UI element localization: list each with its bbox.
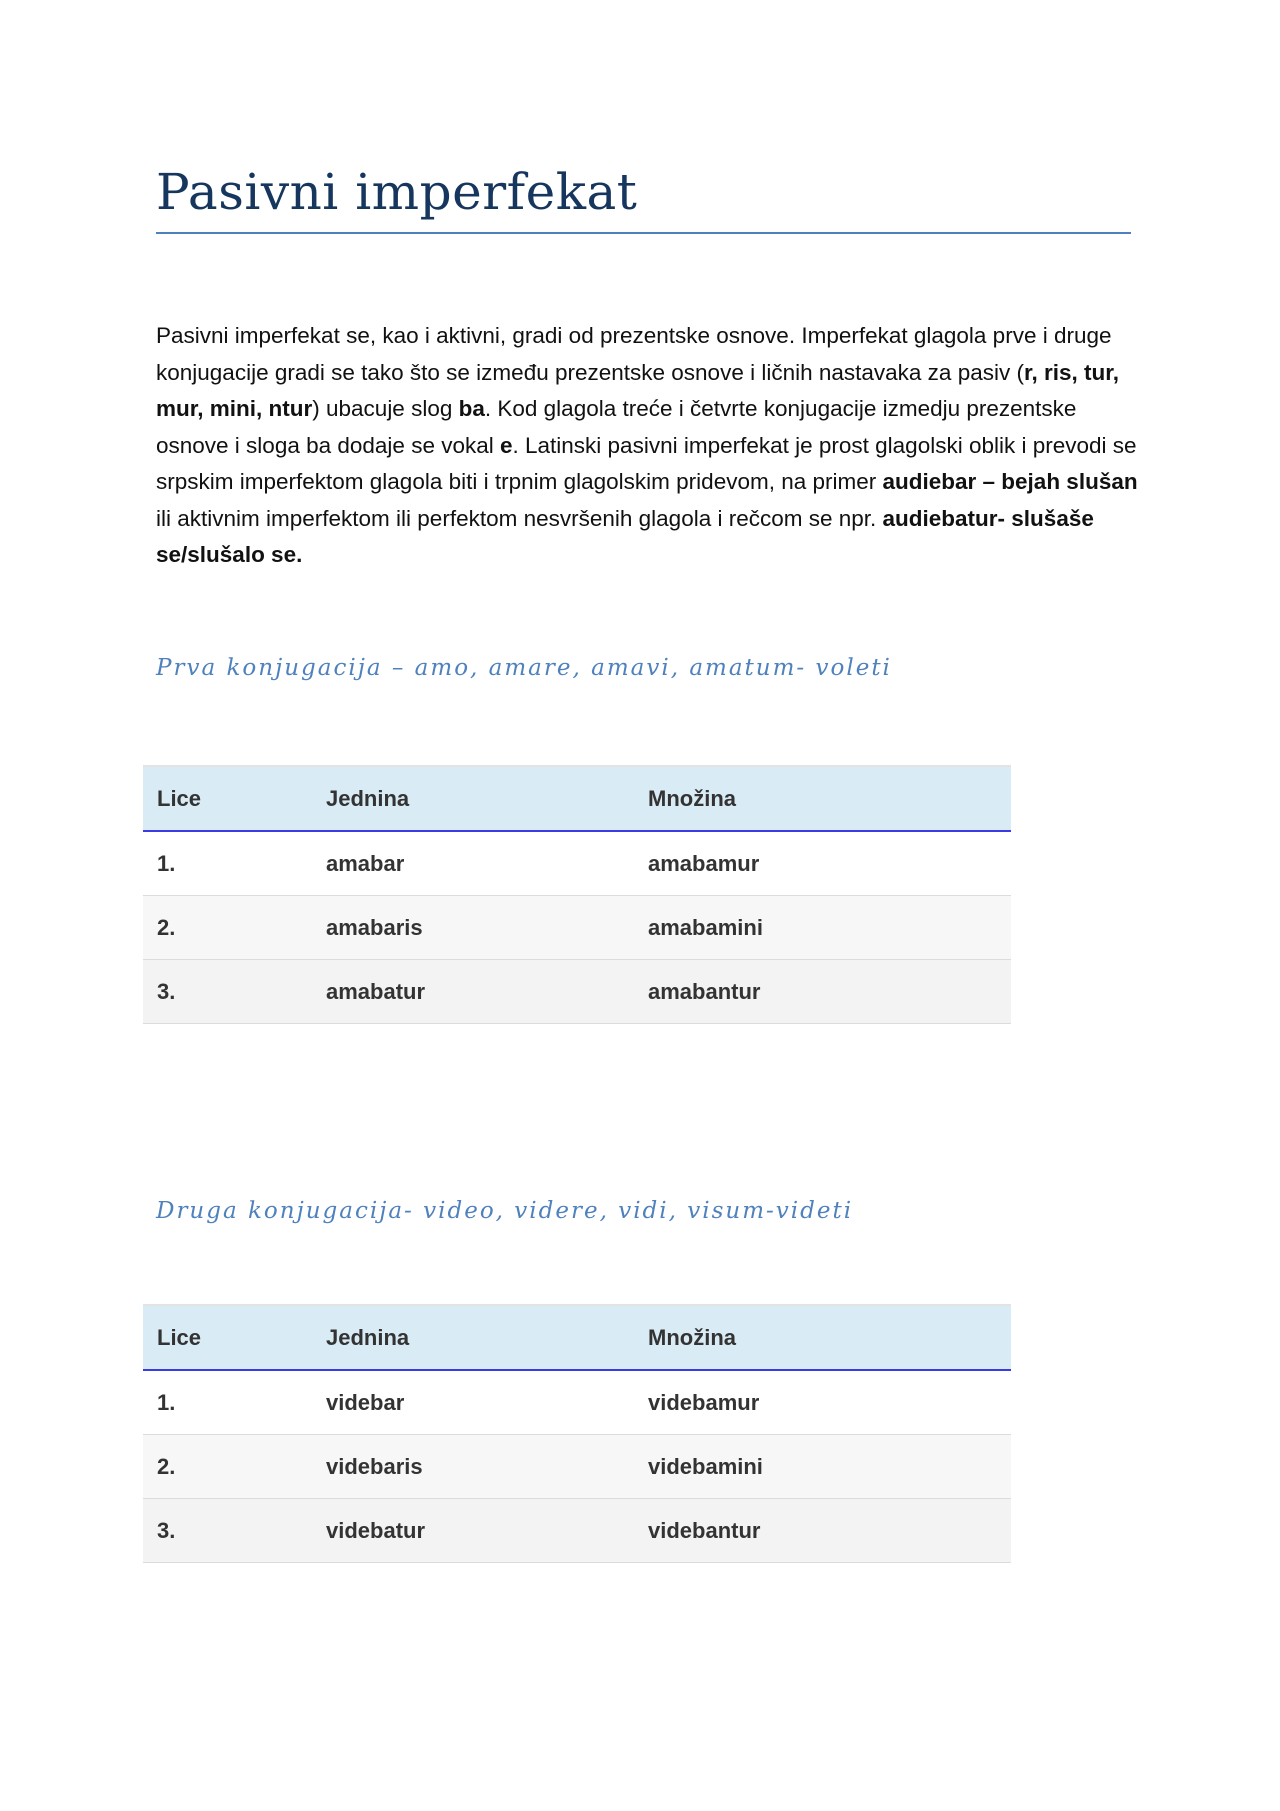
cell-person: 3. [157,978,176,1004]
intro-paragraph [156,318,1141,574]
header-cell-plural: Množina [634,766,1011,831]
cell-plural: amabantur [648,978,761,1004]
cell-plural: videbantur [648,1517,761,1543]
table-header-row [143,766,1011,831]
cell-singular: videbatur [326,1517,426,1543]
conjugation-table-first [143,765,1011,1024]
intro-text: ) ubacuje slog [312,396,459,421]
header-cell-singular: Jednina [312,766,634,831]
intro-text: . Latinski pasivni imperfekat je prost glagolski oblik i prevodi se srpskim imperfektom glagola biti i trpnim glagolskim pridevom, na primer [156,432,1137,494]
intro-bold-example: audiebar – bejah slušan [882,469,1138,494]
section-heading-first-conjugation: Prva konjugacija – amo, amare, amavi, amatum- voleti [156,655,892,681]
table-header-row [143,1305,1011,1370]
cell-plural: amabamini [648,914,763,940]
cell-person: 2. [157,914,176,940]
table-row [143,1499,1011,1563]
cell-plural: videbamur [648,1389,760,1415]
section-heading-second-conjugation: Druga konjugacija- video, videre, vidi, visum-videti [156,1198,854,1224]
table-row [143,960,1011,1024]
header-cell-plural: Množina [634,1305,1011,1370]
header-cell-person: Lice [143,1305,312,1370]
cell-singular: amabar [326,850,405,876]
intro-bold-syllable: ba [458,396,485,421]
cell-singular: amabaris [326,914,423,940]
cell-singular: videbar [326,1389,405,1415]
intro-text: Pasivni imperfekat se, kao i aktivni, gradi od prezentske osnove. Imperfekat glagola prve i druge konjugacije gradi se tako što se između prezentske osnove i ličnih nastavaka za pasiv ( [156,323,1112,385]
table-row [143,1435,1011,1499]
cell-person: 2. [157,1453,176,1479]
header-cell-singular: Jednina [312,1305,634,1370]
table-row [143,1370,1011,1435]
cell-plural: videbamini [648,1453,763,1479]
table-row [143,896,1011,960]
cell-person: 3. [157,1517,176,1543]
intro-text: ili aktivnim imperfektom ili perfektom nesvršenih glagola i rečcom se npr. [156,505,883,531]
table-row [143,831,1011,896]
cell-singular: amabatur [326,978,426,1004]
intro-bold-example: audiebatur- slušaše se/slušalo se. [156,505,1094,567]
cell-person: 1. [157,850,176,876]
cell-person: 1. [157,1389,176,1415]
page-title: Pasivni imperfekat [156,158,1131,234]
cell-singular: videbaris [326,1453,423,1479]
cell-plural: amabamur [648,850,760,876]
conjugation-table-second [143,1304,1011,1563]
intro-bold-vowel: e [499,432,513,458]
intro-text: . Kod glagola treće i četvrte konjugacije izmedju prezentske osnove i sloga ba dodaje se vokal [156,396,1077,458]
header-cell-person: Lice [143,766,312,831]
intro-bold-endings: r, ris, tur, mur, mini, ntur [156,359,1120,421]
